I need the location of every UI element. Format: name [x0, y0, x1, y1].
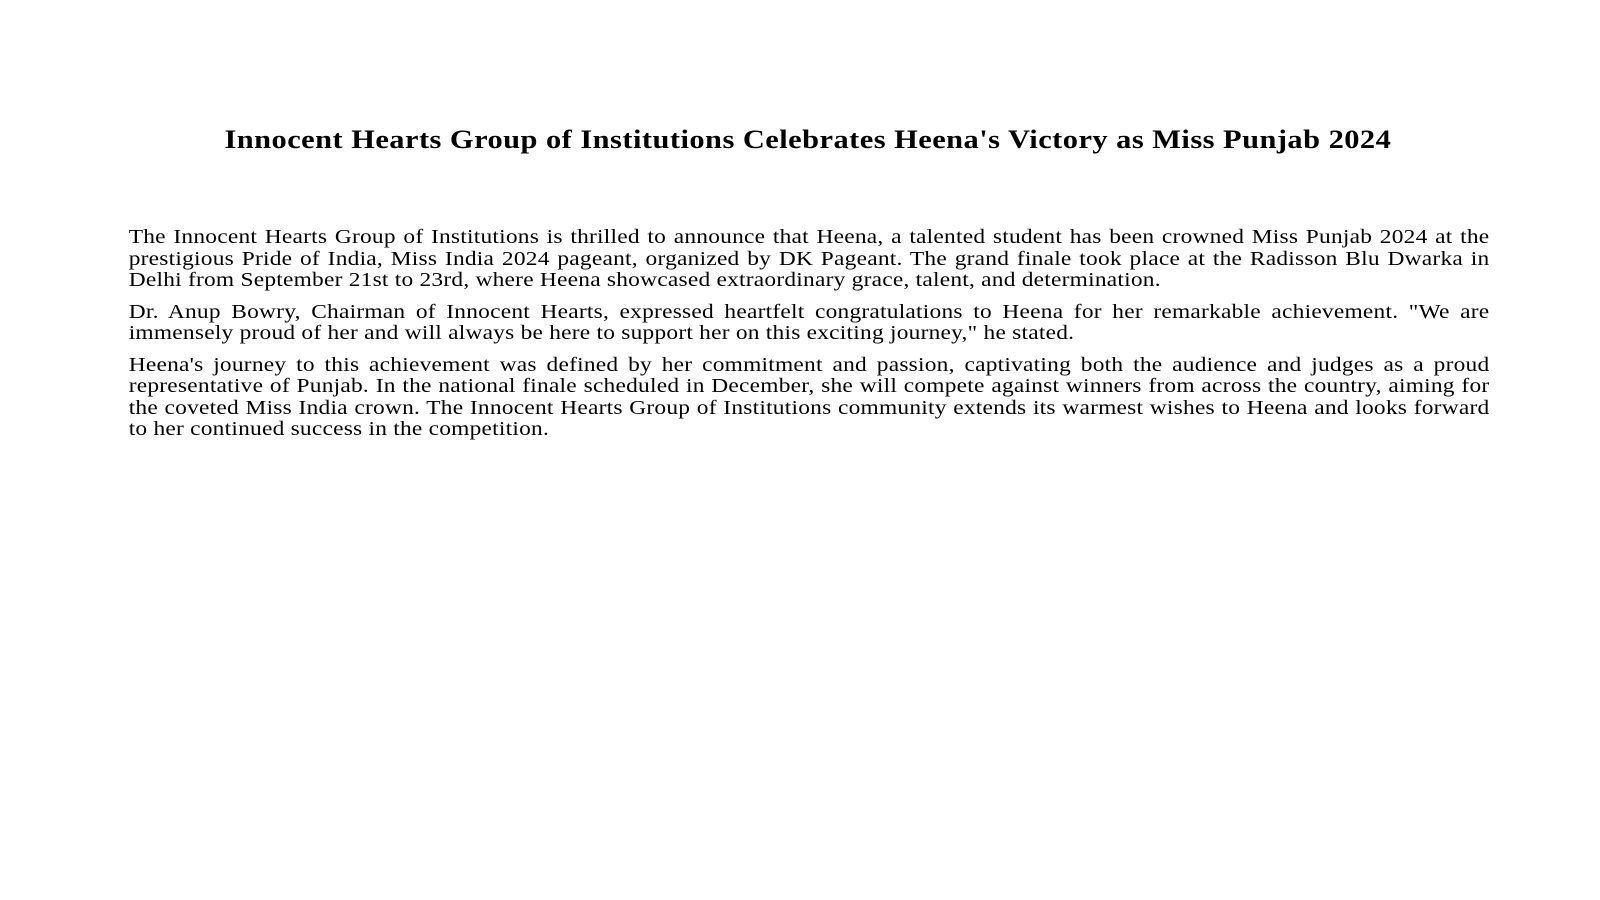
article-title: Innocent Hearts Group of Institutions Celebrates Heena's Victory as Miss Punjab 2024 [224, 125, 1392, 154]
article-body [129, 227, 1490, 451]
article-paragraph: The Innocent Hearts Group of Institutions is thrilled to announce that Heena, a talented student has been crowned Miss Punjab 2024 at the prestigious Pride of India, Miss India 2024 pageant, organized by DK Pageant. The grand finale took place at the Radisson Blu Dwarka in Delhi from September 21st to 23rd, where Heena showcased extraordinary grace, talent, and determination. [128, 226, 1490, 291]
article-paragraph: Dr. Anup Bowry, Chairman of Innocent Hearts, expressed heartfelt congratulations to Heena for her remarkable achievement. "We are immensely proud of her and will always be here to support her on this exciting journey," he stated. [128, 300, 1490, 344]
article-paragraph: Heena's journey to this achievement was defined by her commitment and passion, captivating both the audience and judges as a proud representative of Punjab. In the national finale scheduled in December, she will compete against winners from across the country, aiming for the coveted Miss India crown. The Innocent Hearts Group of Institutions community extends its warmest wishes to Heena and looks forward to her continued success in the competition. [128, 353, 1490, 440]
